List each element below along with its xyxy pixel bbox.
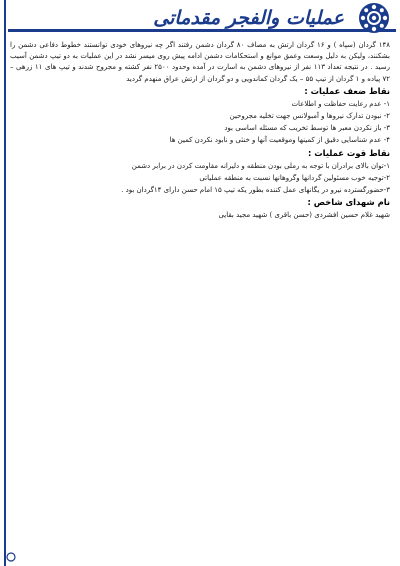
left-border-rule bbox=[4, 0, 6, 566]
weakness-item: ۴- عدم شناسایی دقیق از کمینها وموقعیت آنها و خنثی و نابود نکردن کمین ها bbox=[169, 136, 390, 145]
page-header bbox=[8, 0, 400, 38]
weakness-item: ۲- نبودن تدارک نیروها و آمبولانس جهت تخلیه مجروحین bbox=[229, 112, 390, 121]
strengths-heading: نقاط قوت عملیات : bbox=[308, 147, 390, 158]
page-title: عملیات والفجر مقدماتی bbox=[153, 7, 344, 29]
intro-paragraph: ۱۴۸ گردان (سپاه ) و ۱۶ گردان ارتش به مصاف ۸۰ گردان دشمن رفتند اگر چه نیروهای خودی توانستند خطوط دفاعی دشمن را بشکنند، ولیکن به دلیل وسعت وعمق موانع و استحکامات دشمن ادامه پیش روی میسر نشد در این عملیات به دو تیپ دشمن آسیب رسید . در نتیجه تعداد ۱۱۳ نفر از نیروهای دشمن به اسارت در آمده وحدود ۲۵۰۰ نفر کشته و مجروح شدند و تیپ های ۱۱ زرهی – ۷۲ پیاده و ۱ گردان از تیپ ۵۵ – یک گردان کماندویی و دو گردان از ارتش عراق منهدم گردید bbox=[10, 41, 391, 83]
weakness-item: ۱- عدم رعایت حفاظت و اطلاعات bbox=[291, 99, 390, 108]
document-body bbox=[10, 40, 390, 222]
martyrs-heading: نام شهدای شاخص : bbox=[307, 197, 390, 208]
strength-item: ۲-توجیه خوب مسئولین گردانها وگروهانها نسبت به منطقه عملیاتی bbox=[199, 173, 390, 182]
strength-item: ۳-حضورگسترده نیرو در یگانهای عمل کننده بطور یکه تیپ ۱۵ امام حسن دارای ۱۴گردان بود . bbox=[121, 186, 390, 195]
corner-mark-icon bbox=[6, 552, 16, 562]
strength-item: ۱-توان بالای برادران با توجه به رملی بودن منطقه و دلیرانه مقاومت کردن در برابر دشمن bbox=[131, 161, 390, 170]
rosette-emblem-icon bbox=[358, 2, 390, 34]
weakness-item: ۳- باز نکردن معبر ها توسط تخریب که مسئله اساسی بود bbox=[224, 124, 390, 133]
martyrs-names: شهید غلام حسین افشردی (حسن باقری ) شهید مجید بقایی bbox=[218, 211, 390, 220]
weaknesses-heading: نقاط ضعف عملیات : bbox=[304, 85, 390, 96]
